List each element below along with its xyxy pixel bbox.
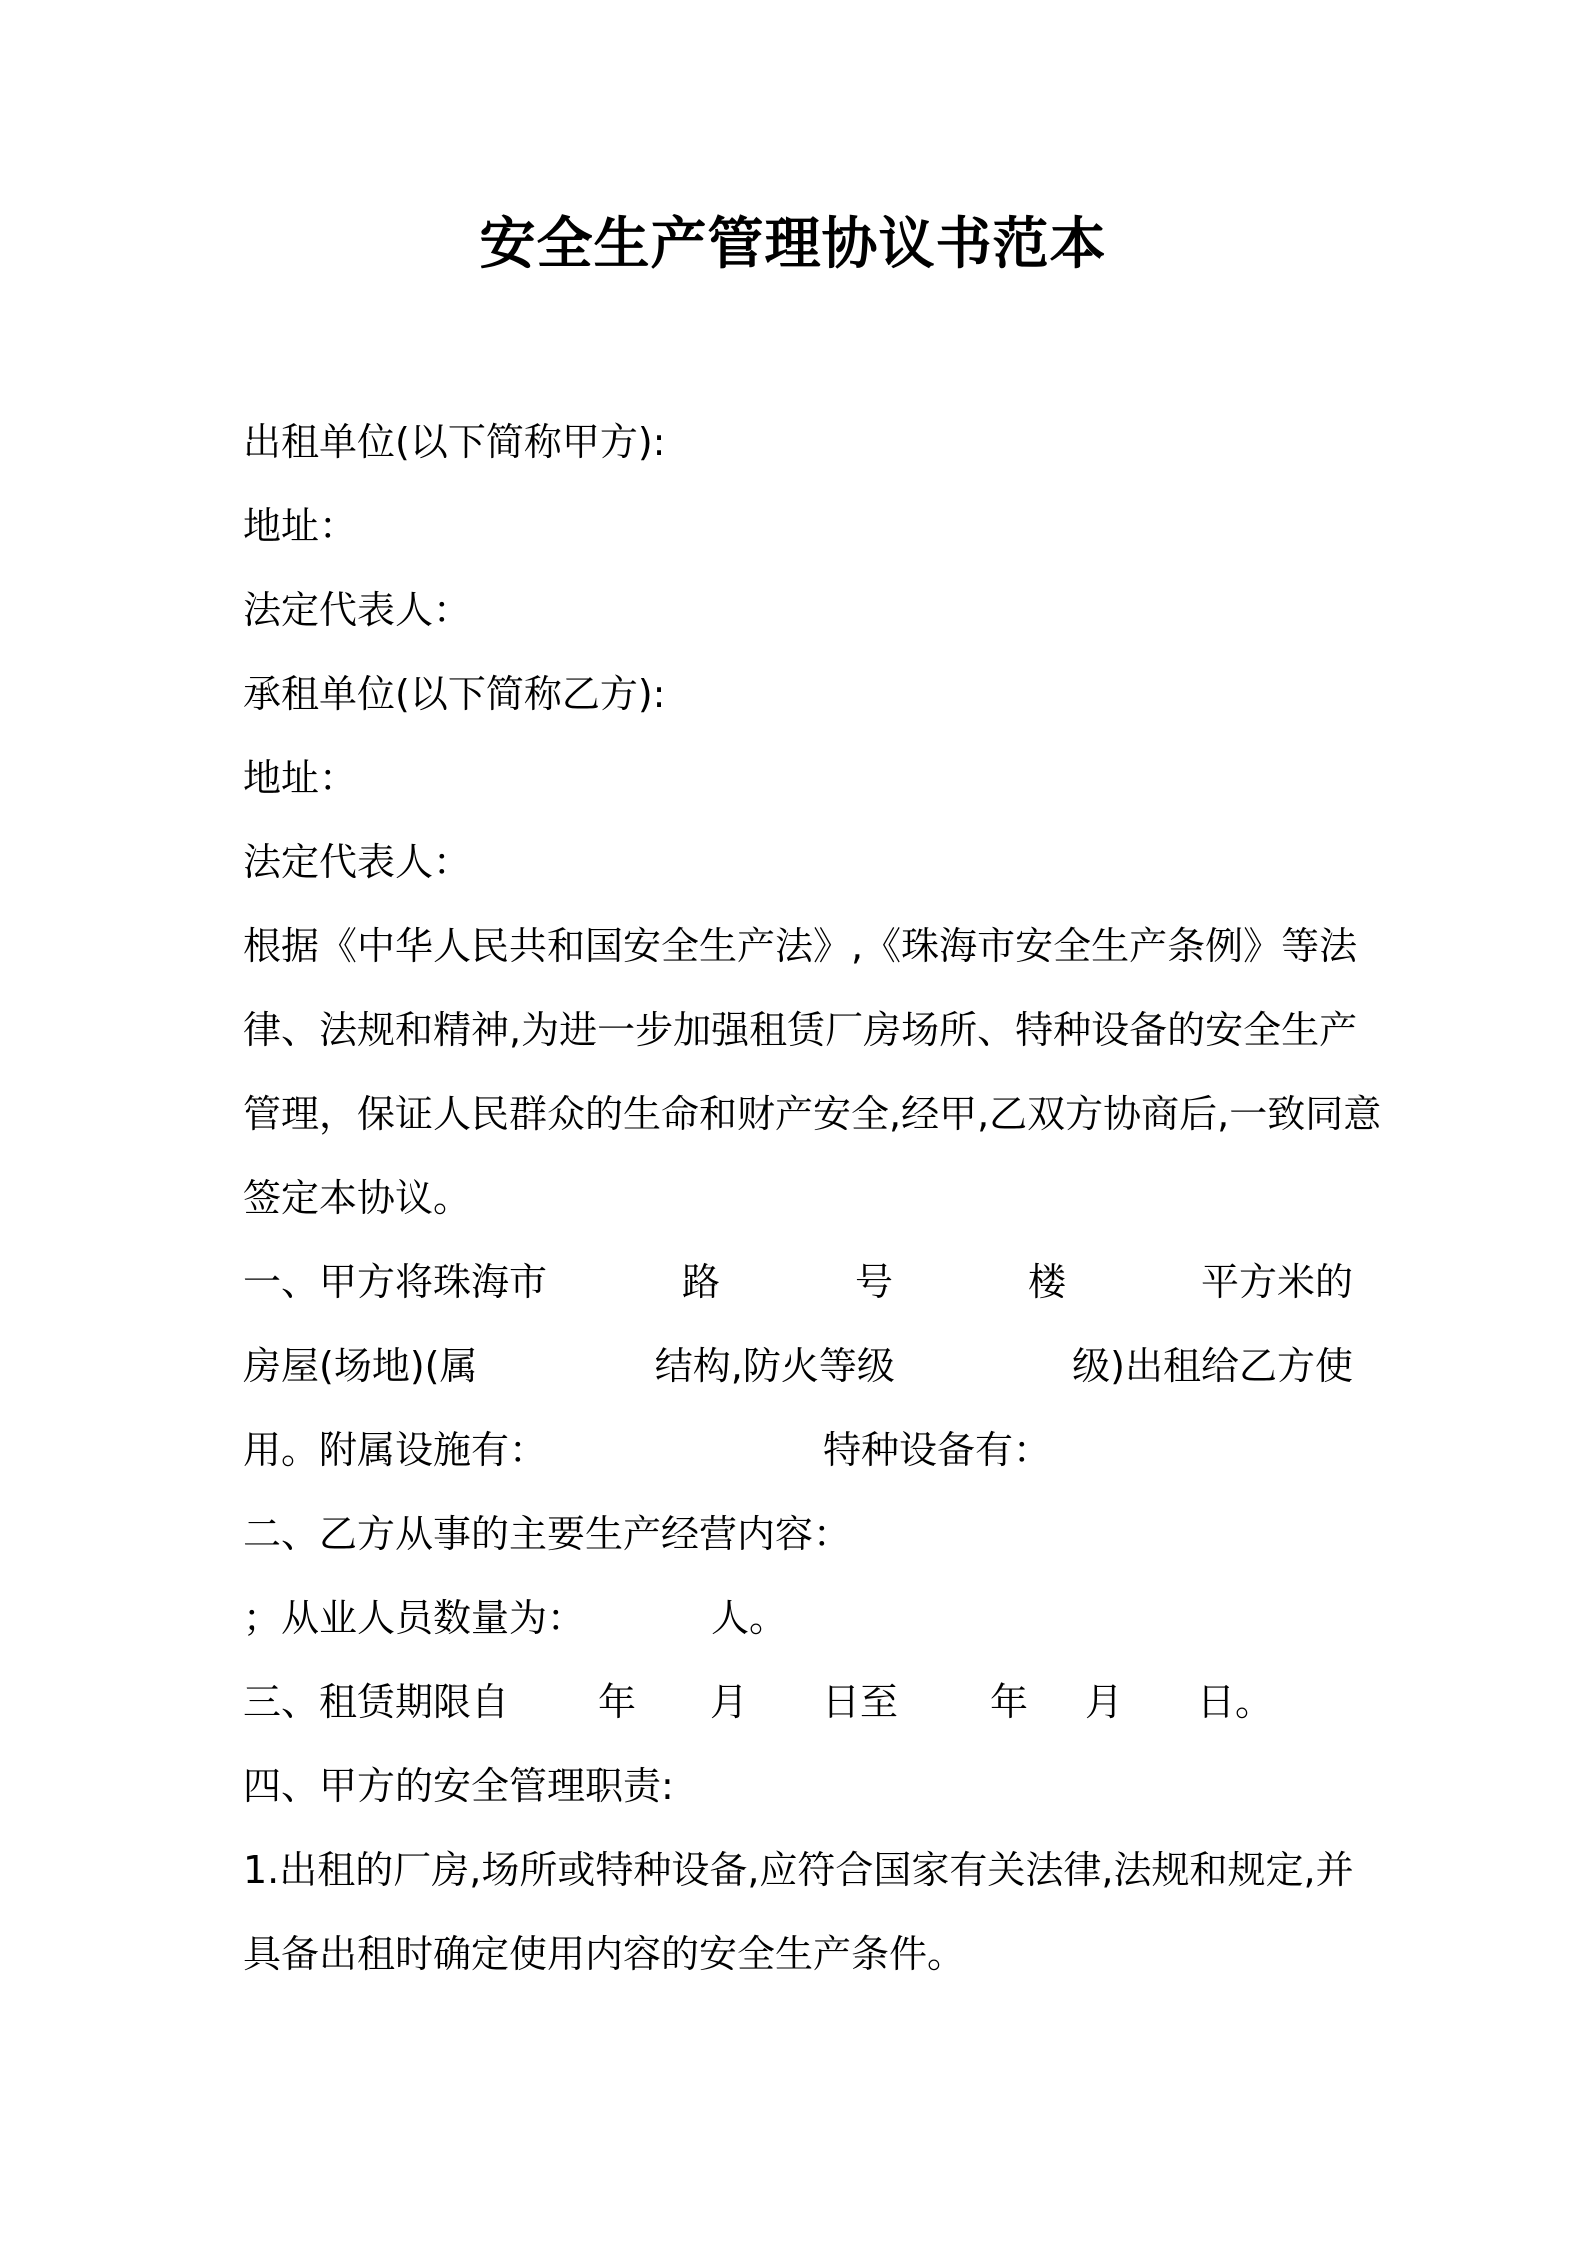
lessor-unit-line: 出租单位(以下简称甲方): (243, 420, 666, 464)
clause-1-facilities: 用。附属设施有： (243, 1428, 548, 1472)
clause-3-line (243, 1660, 1353, 1744)
clause-4-item-1-line-2: 具备出租时确定使用内容的安全生产条件。 (243, 1932, 966, 1976)
preamble-line-4: 签定本协议。 (243, 1176, 472, 1220)
lessor-legal-rep-line: 法定代表人： (243, 588, 472, 632)
clause-1-text: 一、甲方将珠海市 (243, 1260, 548, 1304)
clause-1-line-1 (243, 1240, 1353, 1324)
clause-3-start-year: 年 (598, 1680, 637, 1724)
lessor-address-line: 地址： (243, 504, 358, 548)
clause-2-line-2 (243, 1576, 1353, 1660)
document-title: 安全生产管理协议书范本 (479, 212, 1107, 277)
clause-2-staff-count: ；从业人员数量为： (243, 1596, 586, 1640)
clause-1-building: 楼 (1027, 1260, 1066, 1304)
clause-1-number: 号 (854, 1260, 893, 1304)
clause-3-text: 三、租赁期限自 (243, 1680, 510, 1724)
clause-1-road: 路 (681, 1260, 720, 1304)
clause-2-persons: 人。 (711, 1596, 788, 1640)
lessee-unit-line: 承租单位(以下简称乙方): (243, 672, 666, 716)
clause-4-heading: 四、甲方的安全管理职责: (243, 1764, 674, 1808)
lessee-legal-rep-line: 法定代表人： (243, 840, 472, 884)
clause-3-end-year: 年 (990, 1680, 1029, 1724)
clause-1-premises: 房屋(场地)(属 (243, 1344, 478, 1388)
clause-1-structure: 结构,防火等级 (654, 1344, 895, 1388)
clause-1-special-equipment: 特种设备有： (823, 1428, 1052, 1472)
preamble-line-1: 根据《中华人民共和国安全生产法》,《珠海市安全生产条例》等法 (243, 924, 1358, 968)
clause-3-start-month: 月 (710, 1680, 749, 1724)
preamble-line-3: 管理，保证人民群众的生命和财产安全,经甲,乙双方协商后,一致同意 (243, 1092, 1382, 1136)
clause-1-area: 平方米的 (1200, 1260, 1353, 1304)
clause-2-line-1: 二、乙方从事的主要生产经营内容： (243, 1512, 852, 1556)
preamble-line-2: 律、法规和精神,为进一步加强租赁厂房场所、特种设备的安全生产 (243, 1008, 1358, 1052)
clause-1-line-3 (243, 1408, 1353, 1492)
clause-4-item-1-line-1: 1.出租的厂房,场所或特种设备,应符合国家有关法律,法规和规定,并 (243, 1848, 1354, 1892)
document-body (243, 400, 1382, 1996)
clause-3-end-month: 月 (1085, 1680, 1124, 1724)
lessee-address-line: 地址： (243, 756, 358, 800)
clause-1-line-2 (243, 1324, 1353, 1408)
clause-3-end-day: 日。 (1197, 1680, 1274, 1724)
clause-1-fire-grade: 级)出租给乙方使 (1072, 1344, 1353, 1388)
clause-3-start-day: 日至 (822, 1680, 899, 1724)
